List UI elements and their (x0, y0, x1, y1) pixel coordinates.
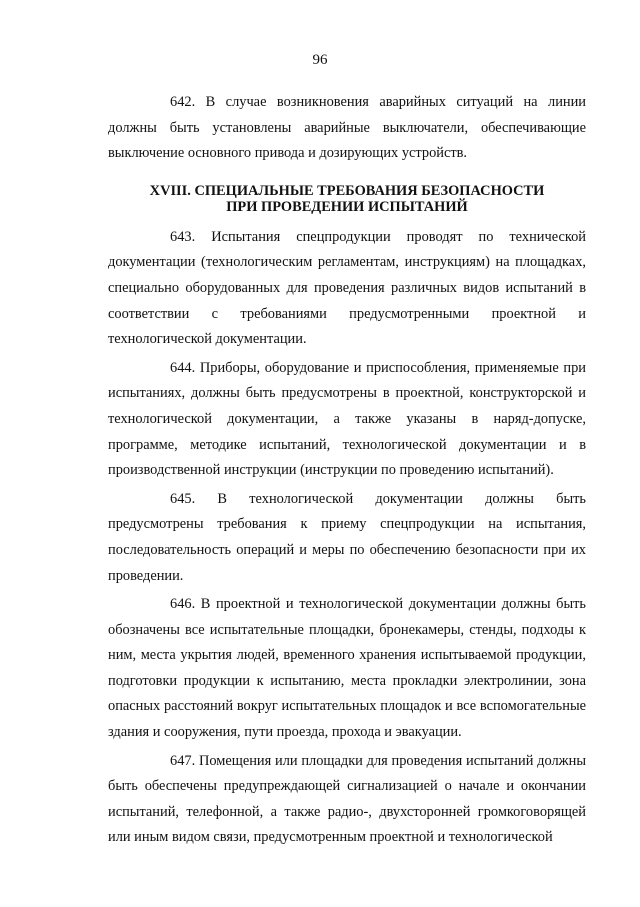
paragraph-643: 643. Испытания спецпродукции проводят по технической документации (технологическим регламентам, инструкциям) на площадках, специально оборудованных для проведения различных видов испытаний в соответствии с требованиями предусмотренными проектной и технологической документации. (108, 228, 586, 348)
section-heading-line-1: XVIII. СПЕЦИАЛЬНЫЕ ТРЕБОВАНИЯ БЕЗОПАСНОСТИ (149, 182, 545, 199)
document-body (108, 90, 586, 851)
page-number: 96 (312, 52, 328, 68)
paragraph-647: 647. Помещения или площадки для проведения испытаний должны быть обеспечены предупреждающей сигнализацией о начале и окончании испытаний, телефонной, а также радио-, двухсторонней громкоговорящей или иным видом связи, предусмотренным проектной и технологической (108, 752, 586, 846)
paragraph-642: 642. В случае возникновения аварийных ситуаций на линии должны быть установлены аварийные выключатели, обеспечивающие выключение основного привода и дозирующих устройств. (108, 94, 586, 162)
paragraph-646: 646. В проектной и технологической документации должны быть обозначены все испытательные площадки, бронекамеры, стенды, подходы к ним, места укрытия людей, временного хранения испытываемой продукции, подготовки продукции к испытанию, места прокладки электролинии, зона опасных расстояний вокруг испытательных площадок и все вспомогательные здания и сооружения, пути проезда, прохода и эвакуации. (108, 596, 586, 741)
section-heading (108, 183, 586, 215)
paragraph-645: 645. В технологической документации должны быть предусмотрены требования к приему спецпродукции на испытания, последовательность операций и меры по обеспечению безопасности при их проведении. (108, 490, 586, 584)
section-heading-line-2: ПРИ ПРОВЕДЕНИИ ИСПЫТАНИЙ (226, 198, 468, 215)
paragraph-644: 644. Приборы, оборудование и приспособления, применяемые при испытаниях, должны быть предусмотрены в проектной, конструкторской и технологической документации, а также указаны в наряд-допуске, программе, методике испытаний, технологической документации и в производственной инструкции (инструкции по проведению испытаний). (108, 359, 586, 479)
